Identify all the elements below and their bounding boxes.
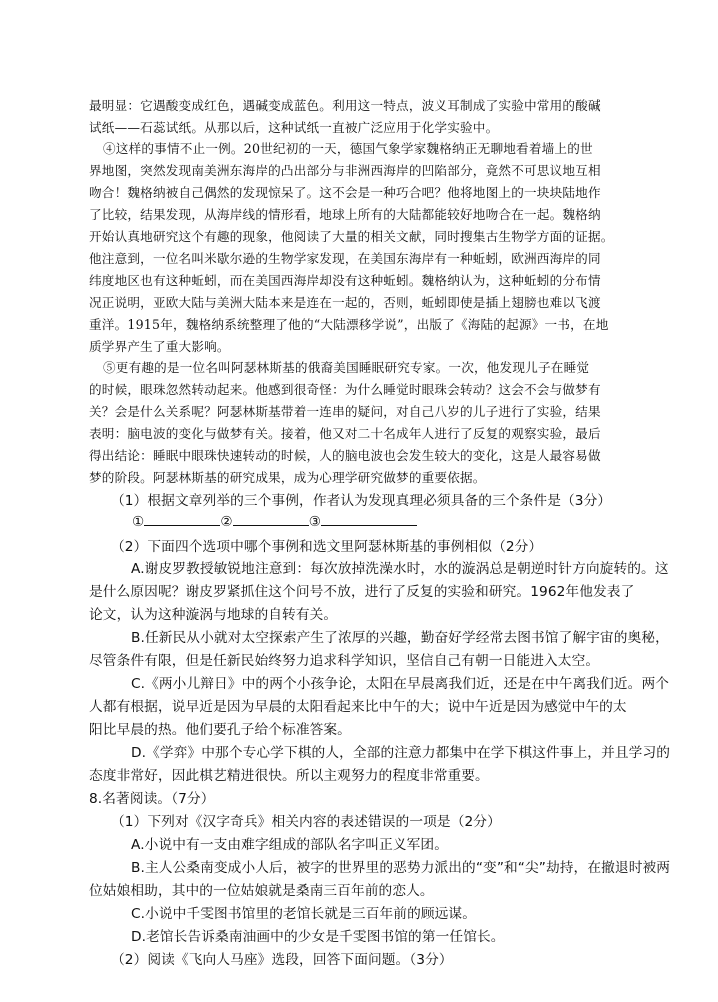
blank-mark-1: ① — [132, 514, 145, 530]
passage-line: 界地图，突然发现南美洲东海岸的凸出部分与非洲西海岸的凹陷部分，竟然不可思议地互相 — [89, 163, 601, 178]
passage-line: 他注意到，一位名叫米歇尔逊的生物学家发现，在美国东海岸有一种蚯蚓，欧洲西海岸的同 — [89, 251, 601, 266]
blank-mark-3: ③ — [308, 514, 322, 530]
q7-option-b-line: B.任新民从小就对太空探索产生了浓厚的兴趣，勤奋好学经常去图书馆了解宇宙的奥秘， — [131, 630, 669, 646]
q8-option-d: D.老馆长告诉桑南油画中的少女是千雯图书馆的第一任馆长。 — [131, 929, 505, 945]
passage-line: 了比较，结果发现，从海岸线的情形看，地球上所有的大陆都能较好地吻合在一起。魏格纳 — [89, 207, 601, 222]
q8-sub2: （2）阅读《飞向人马座》选段，回答下面问题。（3分） — [111, 952, 453, 968]
q7-option-c-line: C.《两小儿辩日》中的两个小孩争论，太阳在早晨离我们近，还是在中午离我们近。两个 — [131, 676, 670, 692]
q7-option-d-line: 态度非常好，因此棋艺精进很快。所以主观努力的程度非常重要。 — [89, 768, 489, 784]
q7-sub2: （2）下面四个选项中哪个事例和选文里阿瑟林斯基的事例相似（2分） — [111, 539, 543, 555]
q7-option-b-line: 尽管条件有限，但是任新民始终努力追求科学知识，坚信自己有朝一日能进入太空。 — [89, 653, 600, 669]
blank-mark-2: ② — [220, 514, 233, 530]
answer-blanks — [132, 512, 452, 530]
passage-line: 得出结论：睡眠中眼珠快速转动的时候，人的脑电波也会发生较大的变化，这是人最容易做 — [89, 448, 601, 463]
q8-option-c: C.小说中千雯图书馆里的老馆长就是三百年前的顾远谋。 — [131, 906, 477, 922]
passage-line: 梦的阶段。阿瑟林斯基的研究成果，成为心理学研究做梦的重要依据。 — [89, 470, 486, 485]
answer-blank-2[interactable] — [233, 512, 309, 526]
q8-option-b-line: B.主人公桑南变成小人后，被字的世界里的恶势力派出的“变”和“尖”劫持，在撤退时被两 — [131, 860, 671, 876]
passage-line: 试纸——石蕊试纸。从那以后，这种试纸一直被广泛应用于化学实验中。 — [89, 120, 499, 135]
answer-blank-1[interactable] — [144, 512, 220, 526]
passage-line: 纬度地区也有这种蚯蚓，而在美国西海岸却没有这种蚯蚓。魏格纳认为，这种蚯蚓的分布情 — [89, 273, 601, 288]
passage-line: 的时候，眼珠忽然转动起来。他感到很奇怪：为什么睡觉时眼珠会转动？这会不会与做梦有 — [89, 382, 601, 397]
q7-option-a-line: A.谢皮罗教授敏锐地注意到：每次放掉洗澡水时，水的漩涡总是朝逆时针方向旋转的。这 — [131, 561, 669, 577]
passage-line: 关？会是什么关系呢？阿瑟林斯基带着一连串的疑问，对自己八岁的儿子进行了实验，结果 — [89, 404, 601, 419]
passage-line: 质学界产生了重大影响。 — [89, 339, 230, 354]
passage-line: 开始认真地研究这个有趣的现象，他阅读了大量的相关文献，同时搜集古生物学方面的证据。 — [89, 229, 614, 244]
q7-option-a-line: 论文，认为这种漩涡与地球的自转有关。 — [89, 607, 338, 623]
passage-line: 吻合！魏格纳被自己偶然的发现惊呆了。这不会是一种巧合吧？他将地图上的一块块陆地作 — [89, 185, 601, 200]
q7-option-a-line: 是什么原因呢？谢皮罗紧抓住这个问号不放，进行了反复的实验和研究。1962年他发表了 — [89, 584, 635, 600]
q7-option-d-line: D.《学弈》中那个专心学下棋的人，全部的注意力都集中在学下棋这件事上，并且学习的 — [131, 745, 671, 761]
answer-blank-3[interactable] — [321, 512, 417, 526]
q8-option-b-line: 位姑娘相助，其中的一位姑娘就是桑南三百年前的恋人。 — [89, 883, 434, 899]
passage-line: ⑤更有趣的是一位名叫阿瑟林斯基的俄裔美国睡眠研究专家。一次，他发现儿子在睡觉 — [103, 360, 590, 375]
passage-line: 况正说明，亚欧大陆与美洲大陆本来是连在一起的，否则，蚯蚓即使是插上翅膀也难以飞渡 — [89, 295, 601, 310]
q7-option-c-line: 阳比早晨的热。他们要孔子给个标准答案。 — [89, 722, 351, 738]
q7-sub1: （1）根据文章列举的三个事例，作者认为发现真理必须具备的三个条件是（3分） — [111, 493, 612, 509]
passage-line: 最明显：它遇酸变成红色，遇碱变成蓝色。利用这一特点，波义耳制成了实验中常用的酸碱 — [89, 98, 601, 113]
q8-title: 8.名著阅读。（7分） — [89, 791, 215, 807]
q7-option-c-line: 人都有根据，说早近是因为早晨的太阳看起来比中午的大；说中午近是因为感觉中午的太 — [89, 699, 627, 715]
passage-line: 表明：脑电波的变化与做梦有关。接着，他又对二十名成年人进行了反复的观察实验，最后 — [89, 426, 601, 441]
q8-option-a: A.小说中有一支由难字组成的部队名字叫正义军团。 — [131, 837, 449, 853]
passage-line: 重洋。1915年，魏格纳系统整理了他的“大陆漂移学说”，出版了《海陆的起源》一书，在地 — [89, 317, 609, 332]
passage-line: ④这样的事情不止一例。20世纪初的一天，德国气象学家魏格纳正无聊地看着墙上的世 — [103, 141, 593, 156]
q8-sub1: （1）下列对《汉字奇兵》相关内容的表述错误的一项是（2分） — [111, 814, 501, 830]
